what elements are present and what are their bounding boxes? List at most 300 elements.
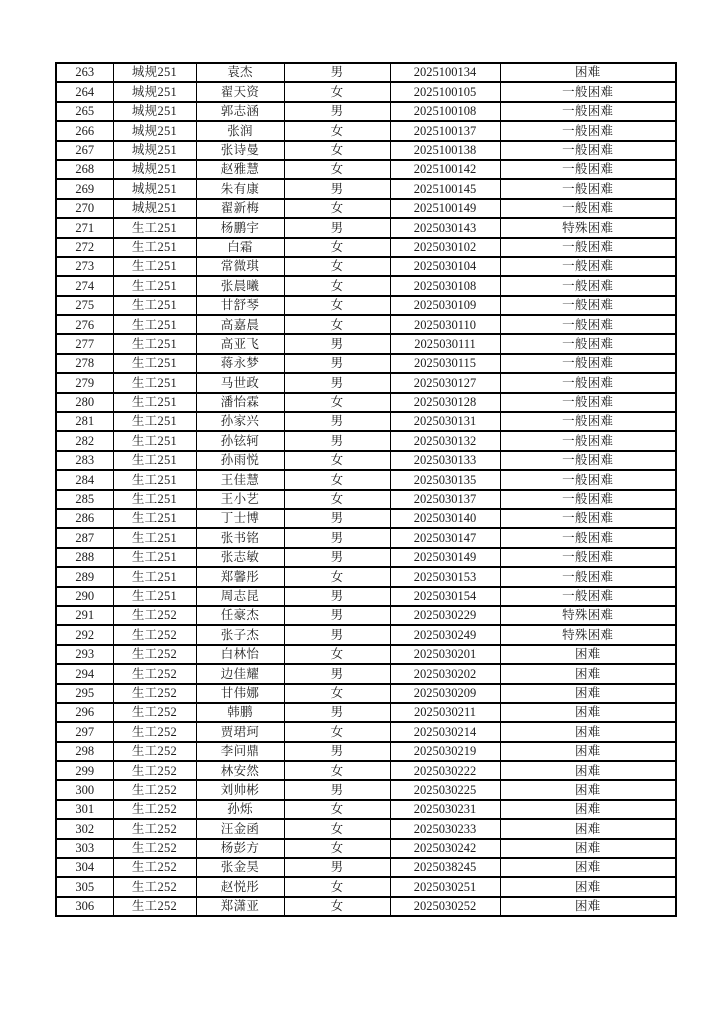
cell-class: 生工251 xyxy=(113,490,196,509)
table-row xyxy=(56,839,676,858)
table-row xyxy=(56,334,676,353)
cell-student-name: 翟新梅 xyxy=(196,199,284,218)
cell-class: 城规251 xyxy=(113,141,196,160)
cell-difficulty-level: 困难 xyxy=(500,780,676,799)
cell-student-name: 郑馨彤 xyxy=(196,567,284,586)
cell-gender: 男 xyxy=(284,354,390,373)
cell-serial-number: 279 xyxy=(56,373,113,392)
table-row xyxy=(56,393,676,412)
table-row xyxy=(56,490,676,509)
cell-serial-number: 265 xyxy=(56,102,113,121)
cell-difficulty-level: 一般困难 xyxy=(500,373,676,392)
cell-student-id: 2025030229 xyxy=(390,606,500,625)
cell-student-name: 刘帅彬 xyxy=(196,780,284,799)
cell-student-id: 2025030128 xyxy=(390,393,500,412)
cell-student-id: 2025030110 xyxy=(390,315,500,334)
cell-gender: 女 xyxy=(284,315,390,334)
cell-student-name: 林安然 xyxy=(196,761,284,780)
cell-gender: 男 xyxy=(284,373,390,392)
table-row xyxy=(56,179,676,198)
table-row xyxy=(56,102,676,121)
cell-student-id: 2025030131 xyxy=(390,412,500,431)
cell-serial-number: 267 xyxy=(56,141,113,160)
cell-serial-number: 281 xyxy=(56,412,113,431)
table-row xyxy=(56,722,676,741)
cell-student-name: 王佳慧 xyxy=(196,470,284,489)
table-row xyxy=(56,238,676,257)
table-row xyxy=(56,470,676,489)
cell-student-id: 2025030219 xyxy=(390,742,500,761)
cell-serial-number: 294 xyxy=(56,664,113,683)
cell-student-name: 甘伟娜 xyxy=(196,684,284,703)
cell-gender: 男 xyxy=(284,334,390,353)
table-row xyxy=(56,780,676,799)
table-row xyxy=(56,897,676,916)
cell-difficulty-level: 特殊困难 xyxy=(500,625,676,644)
table-row xyxy=(56,800,676,819)
cell-serial-number: 293 xyxy=(56,645,113,664)
cell-student-name: 蒋永梦 xyxy=(196,354,284,373)
cell-class: 生工252 xyxy=(113,684,196,703)
cell-gender: 女 xyxy=(284,567,390,586)
cell-serial-number: 299 xyxy=(56,761,113,780)
cell-student-name: 汪金函 xyxy=(196,819,284,838)
table-row xyxy=(56,703,676,722)
cell-student-id: 2025038245 xyxy=(390,858,500,877)
cell-class: 生工251 xyxy=(113,315,196,334)
cell-student-id: 2025030108 xyxy=(390,276,500,295)
cell-gender: 男 xyxy=(284,218,390,237)
cell-student-id: 2025030109 xyxy=(390,296,500,315)
cell-student-id: 2025100142 xyxy=(390,160,500,179)
table-row xyxy=(56,82,676,101)
cell-student-id: 2025030132 xyxy=(390,431,500,450)
cell-class: 生工251 xyxy=(113,528,196,547)
cell-class: 生工252 xyxy=(113,722,196,741)
cell-student-name: 孙家兴 xyxy=(196,412,284,431)
cell-serial-number: 282 xyxy=(56,431,113,450)
cell-serial-number: 269 xyxy=(56,179,113,198)
cell-student-name: 张子杰 xyxy=(196,625,284,644)
table-row xyxy=(56,587,676,606)
cell-difficulty-level: 一般困难 xyxy=(500,102,676,121)
cell-student-name: 孙铉轲 xyxy=(196,431,284,450)
cell-student-id: 2025030153 xyxy=(390,567,500,586)
cell-difficulty-level: 一般困难 xyxy=(500,238,676,257)
cell-difficulty-level: 一般困难 xyxy=(500,470,676,489)
table-row xyxy=(56,877,676,896)
cell-gender: 女 xyxy=(284,257,390,276)
table-row xyxy=(56,528,676,547)
cell-class: 城规251 xyxy=(113,160,196,179)
cell-student-name: 袁杰 xyxy=(196,63,284,82)
cell-difficulty-level: 困难 xyxy=(500,684,676,703)
cell-serial-number: 300 xyxy=(56,780,113,799)
student-difficulty-table xyxy=(55,62,677,917)
cell-student-name: 马世政 xyxy=(196,373,284,392)
cell-class: 生工251 xyxy=(113,567,196,586)
cell-student-name: 杨鹏宇 xyxy=(196,218,284,237)
cell-gender: 男 xyxy=(284,742,390,761)
cell-gender: 女 xyxy=(284,722,390,741)
cell-gender: 女 xyxy=(284,296,390,315)
cell-gender: 女 xyxy=(284,276,390,295)
cell-class: 生工251 xyxy=(113,218,196,237)
cell-serial-number: 278 xyxy=(56,354,113,373)
cell-difficulty-level: 困难 xyxy=(500,722,676,741)
table-row xyxy=(56,742,676,761)
cell-student-name: 贾珺珂 xyxy=(196,722,284,741)
cell-gender: 男 xyxy=(284,703,390,722)
cell-class: 城规251 xyxy=(113,199,196,218)
cell-difficulty-level: 一般困难 xyxy=(500,315,676,334)
cell-class: 生工251 xyxy=(113,412,196,431)
cell-student-id: 2025030251 xyxy=(390,877,500,896)
cell-student-id: 2025030133 xyxy=(390,451,500,470)
cell-difficulty-level: 一般困难 xyxy=(500,179,676,198)
cell-difficulty-level: 一般困难 xyxy=(500,354,676,373)
cell-difficulty-level: 困难 xyxy=(500,839,676,858)
cell-difficulty-level: 一般困难 xyxy=(500,296,676,315)
cell-serial-number: 303 xyxy=(56,839,113,858)
cell-student-id: 2025030249 xyxy=(390,625,500,644)
cell-class: 生工252 xyxy=(113,645,196,664)
cell-student-name: 郭志涵 xyxy=(196,102,284,121)
cell-student-id: 2025030149 xyxy=(390,548,500,567)
cell-student-name: 白霜 xyxy=(196,238,284,257)
cell-serial-number: 286 xyxy=(56,509,113,528)
cell-student-id: 2025100137 xyxy=(390,121,500,140)
cell-student-id: 2025030147 xyxy=(390,528,500,547)
cell-student-id: 2025030143 xyxy=(390,218,500,237)
cell-gender: 男 xyxy=(284,858,390,877)
cell-difficulty-level: 困难 xyxy=(500,877,676,896)
cell-difficulty-level: 一般困难 xyxy=(500,141,676,160)
cell-student-name: 张润 xyxy=(196,121,284,140)
table-row xyxy=(56,451,676,470)
table-row xyxy=(56,315,676,334)
cell-student-id: 2025100108 xyxy=(390,102,500,121)
cell-student-name: 朱有康 xyxy=(196,179,284,198)
cell-student-name: 边佳耀 xyxy=(196,664,284,683)
cell-student-id: 2025030214 xyxy=(390,722,500,741)
cell-gender: 男 xyxy=(284,664,390,683)
cell-gender: 女 xyxy=(284,877,390,896)
cell-gender: 男 xyxy=(284,780,390,799)
cell-class: 生工251 xyxy=(113,548,196,567)
cell-class: 生工252 xyxy=(113,703,196,722)
cell-serial-number: 275 xyxy=(56,296,113,315)
cell-class: 生工251 xyxy=(113,276,196,295)
table-row xyxy=(56,354,676,373)
cell-gender: 女 xyxy=(284,684,390,703)
cell-student-id: 2025030231 xyxy=(390,800,500,819)
cell-serial-number: 295 xyxy=(56,684,113,703)
cell-serial-number: 272 xyxy=(56,238,113,257)
cell-serial-number: 298 xyxy=(56,742,113,761)
cell-student-id: 2025100105 xyxy=(390,82,500,101)
cell-gender: 女 xyxy=(284,897,390,916)
table-row xyxy=(56,548,676,567)
cell-gender: 男 xyxy=(284,412,390,431)
cell-class: 生工252 xyxy=(113,625,196,644)
cell-gender: 男 xyxy=(284,548,390,567)
cell-student-name: 孙雨悦 xyxy=(196,451,284,470)
cell-difficulty-level: 一般困难 xyxy=(500,334,676,353)
cell-student-id: 2025100134 xyxy=(390,63,500,82)
table-body xyxy=(56,63,676,916)
cell-gender: 男 xyxy=(284,606,390,625)
table-row xyxy=(56,625,676,644)
cell-serial-number: 266 xyxy=(56,121,113,140)
table-row xyxy=(56,296,676,315)
cell-student-name: 翟天资 xyxy=(196,82,284,101)
cell-class: 城规251 xyxy=(113,179,196,198)
cell-student-id: 2025030102 xyxy=(390,238,500,257)
cell-class: 生工251 xyxy=(113,257,196,276)
cell-class: 生工251 xyxy=(113,296,196,315)
cell-serial-number: 288 xyxy=(56,548,113,567)
cell-student-id: 2025030127 xyxy=(390,373,500,392)
cell-serial-number: 268 xyxy=(56,160,113,179)
cell-difficulty-level: 一般困难 xyxy=(500,199,676,218)
cell-difficulty-level: 困难 xyxy=(500,897,676,916)
cell-difficulty-level: 困难 xyxy=(500,645,676,664)
table-row xyxy=(56,567,676,586)
cell-difficulty-level: 特殊困难 xyxy=(500,218,676,237)
cell-student-id: 2025030154 xyxy=(390,587,500,606)
cell-class: 生工251 xyxy=(113,334,196,353)
cell-serial-number: 305 xyxy=(56,877,113,896)
table-row xyxy=(56,858,676,877)
cell-gender: 女 xyxy=(284,160,390,179)
cell-serial-number: 292 xyxy=(56,625,113,644)
cell-serial-number: 274 xyxy=(56,276,113,295)
cell-student-id: 2025030111 xyxy=(390,334,500,353)
cell-gender: 女 xyxy=(284,839,390,858)
cell-class: 生工252 xyxy=(113,839,196,858)
cell-student-id: 2025030242 xyxy=(390,839,500,858)
table-row xyxy=(56,645,676,664)
cell-class: 生工251 xyxy=(113,431,196,450)
cell-serial-number: 280 xyxy=(56,393,113,412)
cell-class: 生工251 xyxy=(113,587,196,606)
cell-class: 城规251 xyxy=(113,102,196,121)
cell-student-name: 李问鼎 xyxy=(196,742,284,761)
cell-gender: 女 xyxy=(284,121,390,140)
table-row xyxy=(56,276,676,295)
cell-difficulty-level: 一般困难 xyxy=(500,548,676,567)
cell-class: 生工252 xyxy=(113,780,196,799)
cell-serial-number: 301 xyxy=(56,800,113,819)
table-row xyxy=(56,373,676,392)
cell-difficulty-level: 困难 xyxy=(500,800,676,819)
cell-difficulty-level: 困难 xyxy=(500,742,676,761)
cell-student-name: 韩鹏 xyxy=(196,703,284,722)
cell-serial-number: 285 xyxy=(56,490,113,509)
table-row xyxy=(56,509,676,528)
cell-difficulty-level: 特殊困难 xyxy=(500,606,676,625)
cell-student-name: 孙烁 xyxy=(196,800,284,819)
cell-difficulty-level: 一般困难 xyxy=(500,490,676,509)
cell-student-id: 2025030225 xyxy=(390,780,500,799)
cell-class: 生工252 xyxy=(113,819,196,838)
cell-class: 生工252 xyxy=(113,606,196,625)
table-row xyxy=(56,218,676,237)
table-row xyxy=(56,684,676,703)
cell-class: 生工252 xyxy=(113,761,196,780)
cell-gender: 男 xyxy=(284,431,390,450)
cell-student-name: 王小艺 xyxy=(196,490,284,509)
cell-student-name: 常微琪 xyxy=(196,257,284,276)
cell-difficulty-level: 困难 xyxy=(500,664,676,683)
cell-serial-number: 306 xyxy=(56,897,113,916)
cell-student-id: 2025030252 xyxy=(390,897,500,916)
cell-class: 生工251 xyxy=(113,451,196,470)
cell-class: 生工252 xyxy=(113,877,196,896)
cell-student-name: 张晨曦 xyxy=(196,276,284,295)
cell-class: 生工251 xyxy=(113,509,196,528)
cell-difficulty-level: 一般困难 xyxy=(500,121,676,140)
cell-gender: 女 xyxy=(284,82,390,101)
cell-student-name: 丁士博 xyxy=(196,509,284,528)
cell-difficulty-level: 困难 xyxy=(500,858,676,877)
cell-difficulty-level: 一般困难 xyxy=(500,451,676,470)
cell-difficulty-level: 困难 xyxy=(500,63,676,82)
cell-difficulty-level: 困难 xyxy=(500,819,676,838)
cell-class: 生工252 xyxy=(113,800,196,819)
cell-gender: 女 xyxy=(284,451,390,470)
table-row xyxy=(56,199,676,218)
cell-difficulty-level: 一般困难 xyxy=(500,587,676,606)
cell-class: 生工252 xyxy=(113,858,196,877)
cell-gender: 女 xyxy=(284,393,390,412)
cell-gender: 女 xyxy=(284,645,390,664)
cell-difficulty-level: 一般困难 xyxy=(500,431,676,450)
table-row xyxy=(56,63,676,82)
cell-difficulty-level: 一般困难 xyxy=(500,528,676,547)
cell-class: 生工251 xyxy=(113,373,196,392)
cell-student-id: 2025030135 xyxy=(390,470,500,489)
cell-class: 生工251 xyxy=(113,238,196,257)
cell-student-id: 2025030222 xyxy=(390,761,500,780)
cell-student-name: 任豪杰 xyxy=(196,606,284,625)
cell-gender: 女 xyxy=(284,470,390,489)
cell-class: 生工252 xyxy=(113,742,196,761)
cell-serial-number: 297 xyxy=(56,722,113,741)
cell-student-name: 甘舒琴 xyxy=(196,296,284,315)
cell-class: 生工252 xyxy=(113,664,196,683)
cell-student-id: 2025030137 xyxy=(390,490,500,509)
cell-gender: 女 xyxy=(284,199,390,218)
cell-student-id: 2025030104 xyxy=(390,257,500,276)
cell-serial-number: 291 xyxy=(56,606,113,625)
cell-difficulty-level: 一般困难 xyxy=(500,393,676,412)
cell-difficulty-level: 一般困难 xyxy=(500,509,676,528)
cell-student-name: 高嘉晨 xyxy=(196,315,284,334)
table-row xyxy=(56,160,676,179)
cell-class: 城规251 xyxy=(113,63,196,82)
cell-class: 生工252 xyxy=(113,897,196,916)
table-row xyxy=(56,761,676,780)
cell-serial-number: 270 xyxy=(56,199,113,218)
cell-gender: 男 xyxy=(284,587,390,606)
cell-difficulty-level: 一般困难 xyxy=(500,567,676,586)
cell-student-name: 张金昊 xyxy=(196,858,284,877)
cell-gender: 女 xyxy=(284,800,390,819)
cell-student-id: 2025030202 xyxy=(390,664,500,683)
cell-student-id: 2025100145 xyxy=(390,179,500,198)
cell-difficulty-level: 一般困难 xyxy=(500,160,676,179)
cell-student-name: 赵雅慧 xyxy=(196,160,284,179)
cell-student-name: 张诗曼 xyxy=(196,141,284,160)
cell-serial-number: 271 xyxy=(56,218,113,237)
cell-gender: 男 xyxy=(284,179,390,198)
cell-serial-number: 264 xyxy=(56,82,113,101)
cell-class: 城规251 xyxy=(113,121,196,140)
cell-serial-number: 304 xyxy=(56,858,113,877)
cell-student-name: 周志昆 xyxy=(196,587,284,606)
cell-class: 城规251 xyxy=(113,82,196,101)
cell-student-name: 高亚飞 xyxy=(196,334,284,353)
cell-difficulty-level: 一般困难 xyxy=(500,82,676,101)
cell-gender: 男 xyxy=(284,63,390,82)
cell-class: 生工251 xyxy=(113,470,196,489)
table-row xyxy=(56,664,676,683)
cell-serial-number: 273 xyxy=(56,257,113,276)
cell-student-name: 潘怡霖 xyxy=(196,393,284,412)
cell-serial-number: 302 xyxy=(56,819,113,838)
cell-gender: 女 xyxy=(284,819,390,838)
cell-serial-number: 283 xyxy=(56,451,113,470)
table-row xyxy=(56,121,676,140)
table-row xyxy=(56,412,676,431)
cell-class: 生工251 xyxy=(113,354,196,373)
cell-student-id: 2025030209 xyxy=(390,684,500,703)
cell-gender: 女 xyxy=(284,141,390,160)
cell-gender: 女 xyxy=(284,490,390,509)
cell-gender: 男 xyxy=(284,625,390,644)
cell-difficulty-level: 困难 xyxy=(500,703,676,722)
cell-student-name: 张书铭 xyxy=(196,528,284,547)
cell-gender: 男 xyxy=(284,509,390,528)
cell-student-name: 杨彭方 xyxy=(196,839,284,858)
cell-student-name: 赵悦彤 xyxy=(196,877,284,896)
cell-serial-number: 290 xyxy=(56,587,113,606)
cell-difficulty-level: 一般困难 xyxy=(500,412,676,431)
cell-serial-number: 263 xyxy=(56,63,113,82)
cell-student-id: 2025030233 xyxy=(390,819,500,838)
table-row xyxy=(56,606,676,625)
cell-gender: 男 xyxy=(284,102,390,121)
cell-student-name: 白林怡 xyxy=(196,645,284,664)
cell-student-id: 2025100138 xyxy=(390,141,500,160)
cell-student-name: 郑潇亚 xyxy=(196,897,284,916)
table-row xyxy=(56,819,676,838)
cell-student-id: 2025030201 xyxy=(390,645,500,664)
cell-student-id: 2025100149 xyxy=(390,199,500,218)
cell-student-name: 张志敏 xyxy=(196,548,284,567)
cell-serial-number: 276 xyxy=(56,315,113,334)
cell-difficulty-level: 一般困难 xyxy=(500,257,676,276)
cell-serial-number: 287 xyxy=(56,528,113,547)
table-row xyxy=(56,141,676,160)
cell-student-id: 2025030140 xyxy=(390,509,500,528)
table-row xyxy=(56,257,676,276)
cell-difficulty-level: 困难 xyxy=(500,761,676,780)
cell-class: 生工251 xyxy=(113,393,196,412)
cell-difficulty-level: 一般困难 xyxy=(500,276,676,295)
